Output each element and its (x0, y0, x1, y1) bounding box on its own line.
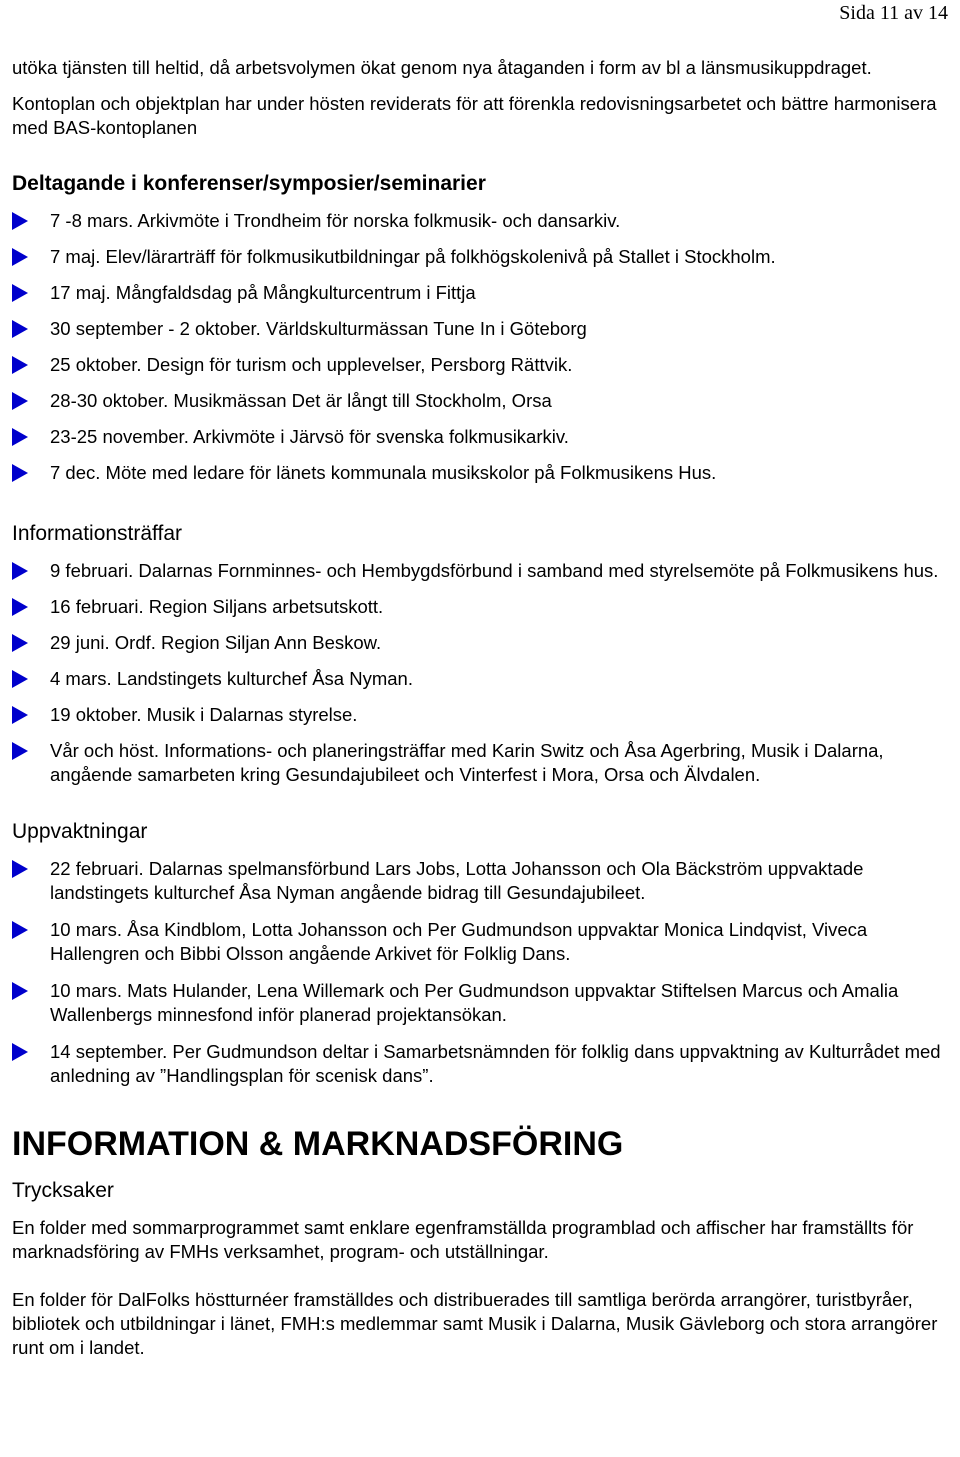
list-item: Vår och höst. Informations- och planeringsträffar med Karin Switz och Åsa Agerbring, Musik i Dalarna, angående samarbeten kring Gesundajubileet och Vinterfest i Mora, Orsa och Älvdalen. (12, 739, 942, 787)
arrow-bullet-icon (12, 860, 28, 878)
arrow-bullet-icon (12, 1043, 28, 1061)
visits-list (12, 857, 942, 1088)
arrow-bullet-icon (12, 706, 28, 724)
visits-heading: Uppvaktningar (12, 820, 148, 843)
list-item: 23-25 november. Arkivmöte i Järvsö för svenska folkmusikarkiv. (12, 425, 942, 449)
info-meetings-heading: Informationsträffar (12, 522, 183, 545)
arrow-bullet-icon (12, 562, 28, 580)
list-item: 19 oktober. Musik i Dalarnas styrelse. (12, 703, 942, 727)
arrow-bullet-icon (12, 464, 28, 482)
arrow-bullet-icon (12, 598, 28, 616)
page-number: Sida 11 av 14 (839, 2, 948, 24)
intro-paragraph: utöka tjänsten till heltid, då arbetsvolymen ökat genom nya åtaganden i form av bl a länsmusikuppdraget. (12, 57, 872, 78)
list-item: 22 februari. Dalarnas spelmansförbund Lars Jobs, Lotta Johansson och Ola Bäckström uppvaktade landstingets kulturchef Åsa Nyman angående bidrag till Gesundajubileet. (12, 857, 942, 905)
arrow-bullet-icon (12, 982, 28, 1000)
arrow-bullet-icon (12, 212, 28, 230)
list-item: 9 februari. Dalarnas Fornminnes- och Hembygdsförbund i samband med styrelsemöte på Folkmusikens hus. (12, 559, 942, 583)
list-item: 29 juni. Ordf. Region Siljan Ann Beskow. (12, 631, 942, 655)
arrow-bullet-icon (12, 634, 28, 652)
list-item: 30 september - 2 oktober. Världskulturmässan Tune In i Göteborg (12, 317, 942, 341)
list-item: 10 mars. Mats Hulander, Lena Willemark och Per Gudmundson uppvaktar Stiftelsen Marcus och Amalia Wallenbergs minnesfond inför planerad projektansökan. (12, 979, 942, 1027)
document-body (12, 56, 942, 1360)
conferences-list (12, 209, 942, 485)
list-item: 7 -8 mars. Arkivmöte i Trondheim för norska folkmusik- och dansarkiv. (12, 209, 942, 233)
arrow-bullet-icon (12, 284, 28, 302)
list-item: 7 dec. Möte med ledare för länets kommunala musikskolor på Folkmusikens Hus. (12, 461, 942, 485)
list-item: 16 februari. Region Siljans arbetsutskott. (12, 595, 942, 619)
conferences-heading: Deltagande i konferenser/symposier/seminarier (12, 172, 486, 195)
arrow-bullet-icon (12, 921, 28, 939)
list-item: 7 maj. Elev/lärarträff för folkmusikutbildningar på folkhögskolenivå på Stallet i Stockholm. (12, 245, 942, 269)
arrow-bullet-icon (12, 392, 28, 410)
marketing-paragraph: En folder med sommarprogrammet samt enklare egenframställda programblad och affischer har framställts för marknadsföring av FMHs verksamhet, program- och utställningar. (12, 1217, 914, 1262)
list-item: 25 oktober. Design för turism och upplevelser, Persborg Rättvik. (12, 353, 942, 377)
arrow-bullet-icon (12, 320, 28, 338)
intro-paragraph: Kontoplan och objektplan har under hösten reviderats för att förenkla redovisningsarbetet och bättre harmonisera med BAS-kontoplanen (12, 93, 937, 138)
marketing-paragraph: En folder för DalFolks höstturnéer framställdes och distribuerades till samtliga berörda arrangörer, turistbyråer, bibliotek och utbildningar i länet, FMH:s medlemmar samt Musik i Dalarna, Musik Gävleborg och stora arrangörer runt om i landet. (12, 1289, 938, 1358)
arrow-bullet-icon (12, 428, 28, 446)
list-item: 4 mars. Landstingets kulturchef Åsa Nyman. (12, 667, 942, 691)
arrow-bullet-icon (12, 248, 28, 266)
list-item: 10 mars. Åsa Kindblom, Lotta Johansson och Per Gudmundson uppvaktar Monica Lindqvist, Viveca Hallengren och Bibbi Olsson angående Arkivet för Folklig Dans. (12, 918, 942, 966)
list-item: 14 september. Per Gudmundson deltar i Samarbetsnämnden för folklig dans uppvaktning av Kulturrådet med anledning av ”Handlingsplan för scenisk dans”. (12, 1040, 942, 1088)
info-meetings-list (12, 559, 942, 787)
marketing-heading: INFORMATION & MARKNADSFÖRING (12, 1125, 624, 1163)
arrow-bullet-icon (12, 670, 28, 688)
list-item: 28-30 oktober. Musikmässan Det är långt till Stockholm, Orsa (12, 389, 942, 413)
arrow-bullet-icon (12, 742, 28, 760)
arrow-bullet-icon (12, 356, 28, 374)
printed-matter-heading: Trycksaker (12, 1179, 114, 1202)
list-item: 17 maj. Mångfaldsdag på Mångkulturcentrum i Fittja (12, 281, 942, 305)
